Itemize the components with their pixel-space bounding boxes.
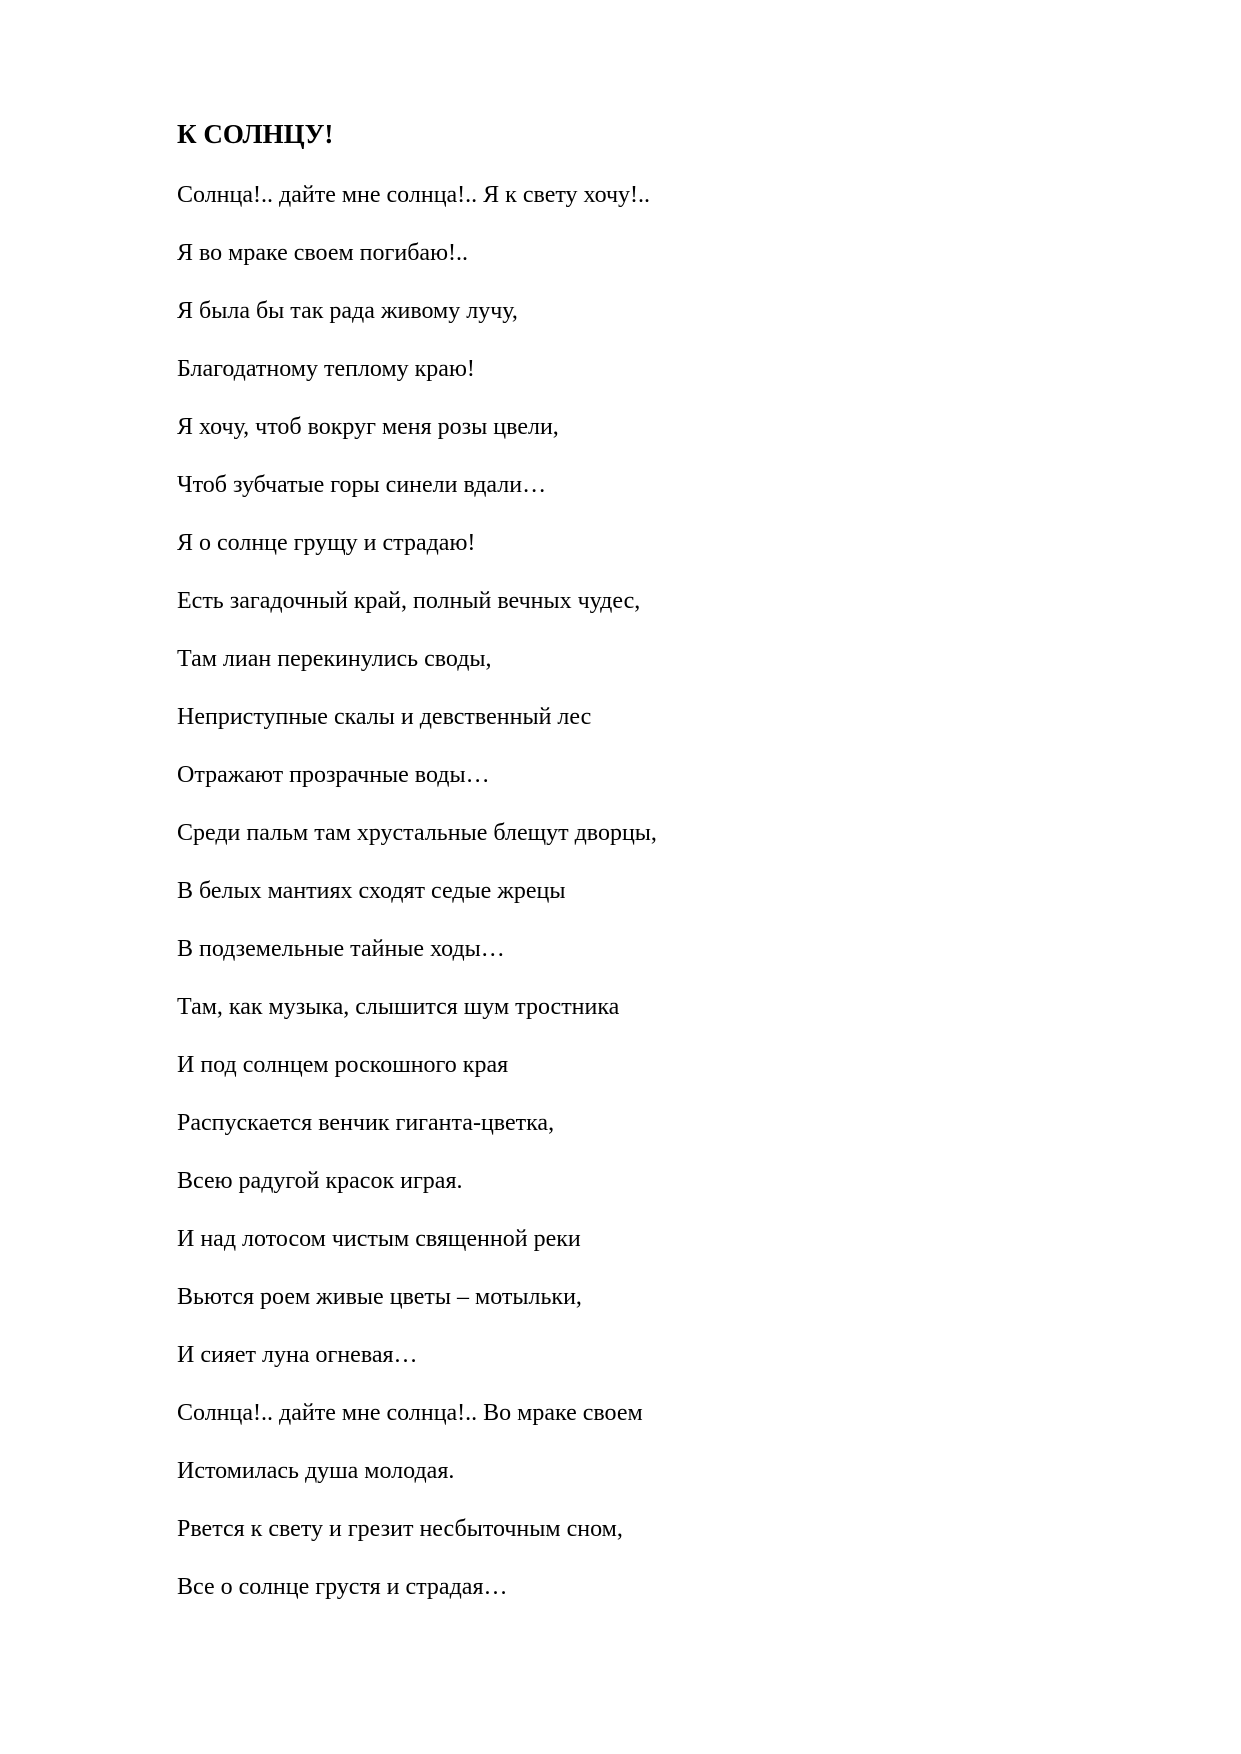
poem-line: Рвется к свету и грезит несбыточным сном, — [177, 1516, 623, 1542]
poem-line: Отражают прозрачные воды… — [177, 762, 490, 788]
poem-line: И под солнцем роскошного края — [177, 1052, 509, 1078]
poem-line: Чтоб зубчатые горы синели вдали… — [177, 472, 547, 498]
poem-line: Всею радугой красок играя. — [177, 1168, 463, 1194]
poem-line: Солнца!.. дайте мне солнца!.. Во мраке своем — [177, 1400, 643, 1426]
poem-line: Среди пальм там хрустальные блещут дворцы, — [177, 820, 657, 846]
poem-line: Я о солнце грущу и страдаю! — [177, 530, 476, 556]
poem-line: В белых мантиях сходят седые жрецы — [177, 878, 566, 904]
poem-line: Там лиан перекинулись своды, — [177, 646, 492, 672]
poem-line: Я хочу, чтоб вокруг меня розы цвели, — [177, 414, 559, 440]
poem-body — [177, 177, 657, 1627]
poem-line: И над лотосом чистым священной реки — [177, 1226, 581, 1252]
poem-line: Неприступные скалы и девственный лес — [177, 704, 592, 730]
poem-line: Вьются роем живые цветы – мотыльки, — [177, 1284, 582, 1310]
poem-line: Я была бы так рада живому лучу, — [177, 298, 518, 324]
poem-line: Истомилась душа молодая. — [177, 1458, 455, 1484]
poem-line: Распускается венчик гиганта-цветка, — [177, 1110, 555, 1136]
poem-line: Там, как музыка, слышится шум тростника — [177, 994, 620, 1020]
poem-line: Все о солнце грустя и страдая… — [177, 1574, 508, 1600]
poem-line: Я во мраке своем погибаю!.. — [177, 240, 468, 266]
poem-title: К СОЛНЦУ! — [177, 119, 334, 149]
poem-line: В подземельные тайные ходы… — [177, 936, 505, 962]
poem-line: Благодатному теплому краю! — [177, 356, 475, 382]
poem-line: Солнца!.. дайте мне солнца!.. Я к свету хочу!.. — [177, 182, 651, 208]
poem-line: И сияет луна огневая… — [177, 1342, 418, 1368]
poem-line: Есть загадочный край, полный вечных чудес, — [177, 588, 641, 614]
